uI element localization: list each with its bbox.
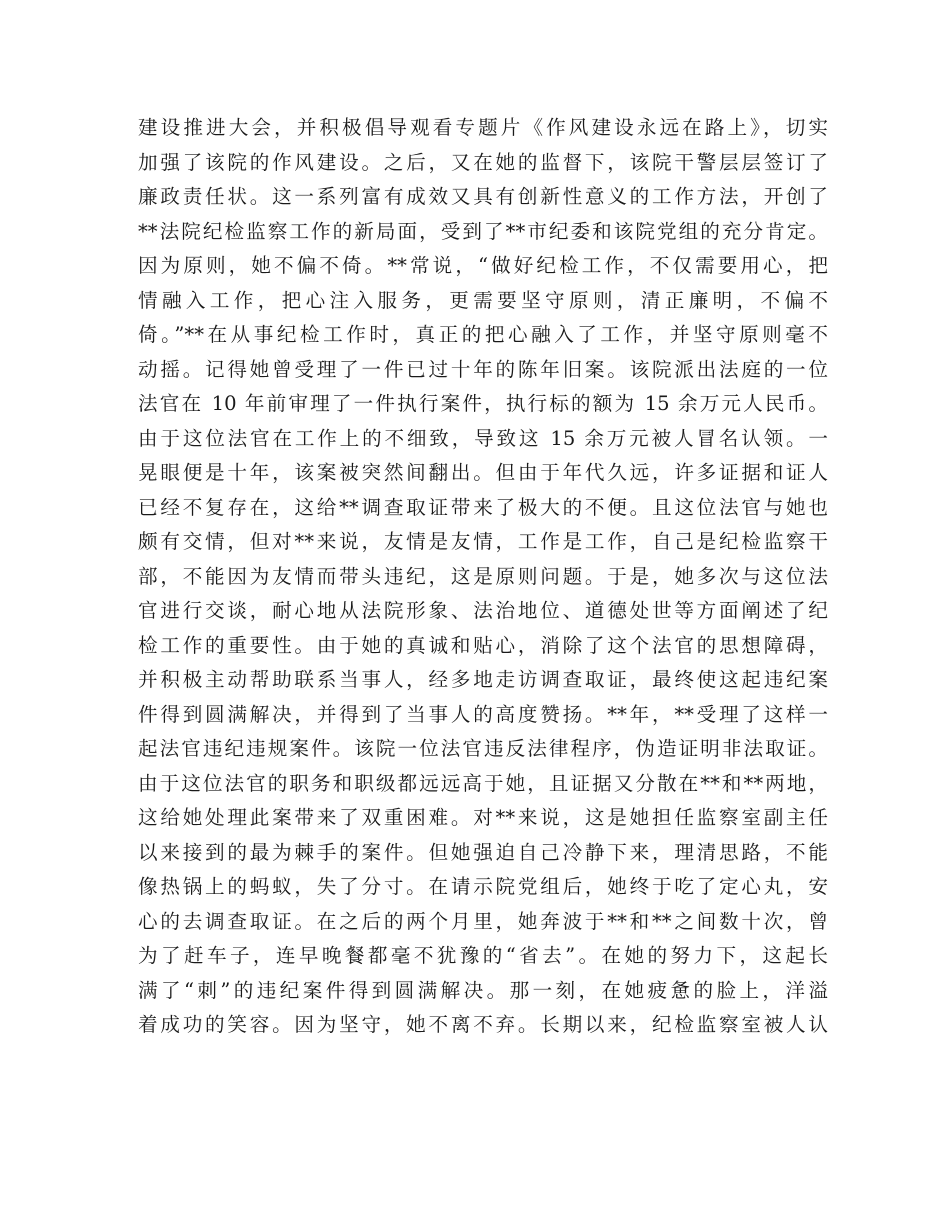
text-line: 官进行交谈，耐心地从法院形象、法治地位、道德处世等方面阐述了纪 bbox=[138, 599, 828, 622]
text-line: 建设推进大会，并积极倡导观看专题片《作风建设永远在路上》，切实 bbox=[138, 116, 828, 139]
text-line: 着成功的笑容。因为坚守，她不离不弃。长期以来，纪检监察室被人认 bbox=[138, 1013, 828, 1036]
text-line: 由于这位法官的职务和职级都远远高于她，且证据又分散在**和**两地， bbox=[138, 771, 828, 795]
text-line: 起法官违纪违规案件。该院一位法官违反法律程序，伪造证明非法取证。 bbox=[138, 737, 828, 760]
text-line: 法官在 10 年前审理了一件执行案件，执行标的额为 15 余万元人民币。 bbox=[138, 392, 828, 415]
text-line: 已经不复存在，这给**调查取证带来了极大的不便。且这位法官与她也 bbox=[138, 495, 828, 519]
text-line: **法院纪检监察工作的新局面，受到了**市纪委和该院党组的充分肯定。 bbox=[138, 219, 828, 243]
text-line: 因为原则，她不偏不倚。**常说，“做好纪检工作，不仅需要用心，把 bbox=[138, 254, 828, 277]
text-line: 这给她处理此案带来了双重困难。对**来说，这是她担任监察室副主任 bbox=[138, 806, 828, 829]
text-line: 以来接到的最为棘手的案件。但她强迫自己冷静下来，理清思路，不能 bbox=[138, 840, 828, 864]
text-line: 晃眼便是十年，该案被突然间翻出。但由于年代久远，许多证据和证人 bbox=[138, 461, 828, 484]
text-line: 部，不能因为友情而带头违纪，这是原则问题。于是，她多次与这位法 bbox=[138, 564, 828, 588]
text-line: 心的去调查取证。在之后的两个月里，她奔波于**和**之间数十次，曾 bbox=[138, 909, 828, 933]
text-line: 为了赶车子，连早晚餐都毫不犹豫的“省去”。在她的努力下，这起长 bbox=[138, 944, 828, 967]
text-line: 动摇。记得她曾受理了一件已过十年的陈年旧案。该院派出法庭的一位 bbox=[138, 357, 828, 381]
text-line: 倚。”**在从事纪检工作时，真正的把心融入了工作，并坚守原则毫不 bbox=[138, 323, 828, 346]
text-line: 颇有交情，但对**来说，友情是友情，工作是工作，自己是纪检监察干 bbox=[138, 530, 828, 553]
text-line: 并积极主动帮助联系当事人，经多地走访调查取证，最终使这起违纪案 bbox=[138, 668, 828, 691]
text-line: 情融入工作，把心注入服务，更需要坚守原则，清正廉明，不偏不 bbox=[138, 288, 828, 312]
text-line: 加强了该院的作风建设。之后，又在她的监督下，该院干警层层签订了 bbox=[138, 150, 828, 174]
text-line: 满了“刺”的违纪案件得到圆满解决。那一刻，在她疲惫的脸上，洋溢 bbox=[138, 978, 828, 1002]
body-text bbox=[138, 111, 828, 1043]
text-line: 廉政责任状。这一系列富有成效又具有创新性意义的工作方法，开创了 bbox=[138, 185, 828, 208]
text-line: 像热锅上的蚂蚁，失了分寸。在请示院党组后，她终于吃了定心丸，安 bbox=[138, 875, 828, 898]
text-line: 件得到圆满解决，并得到了当事人的高度赞扬。**年，**受理了这样一 bbox=[138, 702, 828, 726]
text-line: 由于这位法官在工作上的不细致，导致这 15 余万元被人冒名认领。一 bbox=[138, 426, 828, 450]
text-line: 检工作的重要性。由于她的真诚和贴心，消除了这个法官的思想障碍， bbox=[138, 633, 828, 657]
